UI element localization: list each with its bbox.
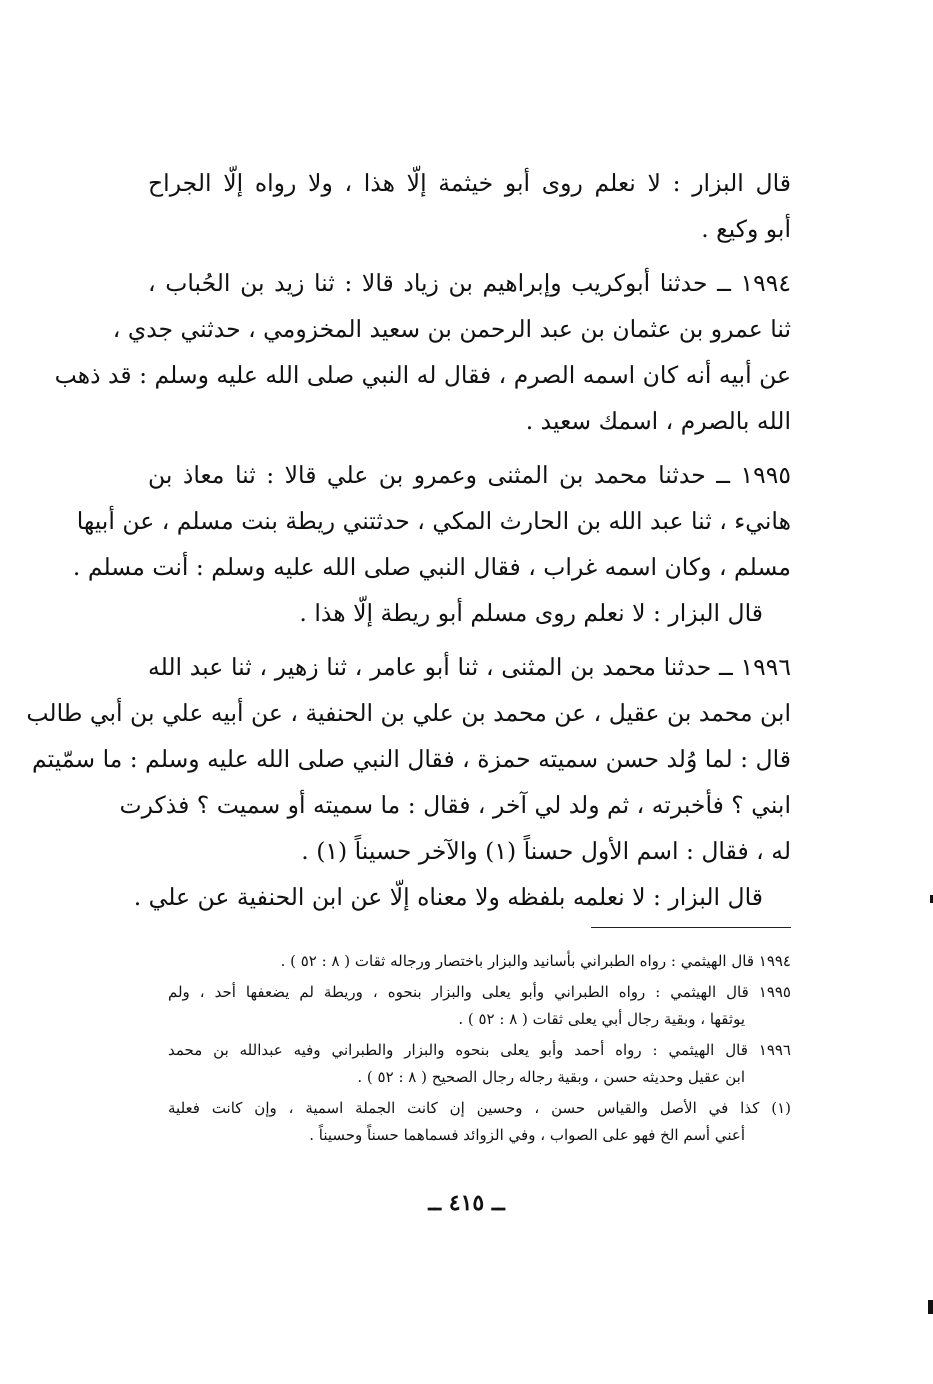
footnote-line: يوثقها ، وبقية رجال أبي يعلى ثقات ( ٨ : ٥٢ ) . [458, 1010, 745, 1028]
text-line: هانيء ، ثنا عبد الله بن الحارث المكي ، حدثتني ريطة بنت مسلم ، عن أبيها [76, 507, 791, 535]
footnote-separator [591, 927, 791, 928]
text-line: ابني ؟ فأخبرته ، ثم ولد لي آخر ، فقال : ما سميته أو سميت ؟ فذكرت [119, 791, 791, 819]
text-line: ١٩٩٤ ــ حدثنا أبوكريب وإبراهيم بن زياد قالا : ثنا زيد بن الحُباب ، [148, 269, 791, 297]
paragraph-gap [148, 252, 791, 260]
text-line: ابن محمد بن عقيل ، عن محمد بن علي بن الحنفية ، عن أبيه علي بن أبي طالب [26, 699, 791, 727]
text-line: قال البزار : لا نعلم روى أبو خيثمة إلّا هذا ، ولا رواه إلّا الجراح [148, 169, 791, 197]
paragraph-gap [148, 444, 791, 452]
footnote-line: ابن عقيل وحديثه حسن ، وبقية رجاله رجال الصحيح ( ٨ : ٥٢ ) . [357, 1068, 745, 1086]
paragraph-gap [148, 636, 791, 644]
text-line: قال : لما وُلد حسن سميته حمزة ، فقال النبي صلى الله عليه وسلم : ما سمّيتم [32, 745, 791, 773]
text-line: قال البزار : لا نعلمه بلفظه ولا معناه إلّا عن ابن الحنفية عن علي . [133, 883, 763, 911]
footnotes [168, 948, 791, 1149]
footnote-line: ١٩٩٤ قال الهيثمي : رواه الطبراني بأسانيد والبزار باختصار ورجاله ثقات ( ٨ : ٥٢ ) . [280, 952, 791, 970]
page-number: ــ ٤١٥ ــ [428, 1190, 505, 1216]
footnote-line: (١) كذا في الأصل والقياس حسن ، وحسين إن كانت الجملة اسمية ، وإن كانت فعلية [168, 1099, 791, 1117]
footnote-line: ١٩٩٦ قال الهيثمي : رواه أحمد وأبو يعلى بنحوه والبزار والطبراني وفيه عبدالله بن محمد [168, 1041, 791, 1059]
text-line: أبو وكيع . [701, 215, 791, 243]
text-line: الله بالصرم ، اسمك سعيد . [525, 407, 791, 435]
footnote-line: أعني أسم الخ فهو على الصواب ، وفي الزوائد فسماهما حسناً وحسيناً . [309, 1126, 745, 1144]
footnote-line: ١٩٩٥ قال الهيثمي : رواه الطبراني وأبو يعلى والبزار بنحوه ، وريطة لم يضعفها أحد ، ولم [168, 983, 791, 1001]
text-line: له ، فقال : اسم الأول حسناً (١) والآخر حسيناً (١) . [301, 837, 791, 865]
text-line: ١٩٩٦ ــ حدثنا محمد بن المثنى ، ثنا أبو عامر ، ثنا زهير ، ثنا عبد الله [148, 653, 791, 681]
text-line: ١٩٩٥ ــ حدثنا محمد بن المثنى وعمرو بن علي قالا : ثنا معاذ بن [148, 461, 791, 489]
scan-mark [928, 1300, 933, 1314]
text-line: ثنا عمرو بن عثمان بن عبد الرحمن بن سعيد المخزومي ، حدثني جدي ، [112, 315, 791, 343]
text-line: عن أبيه أنه كان اسمه الصرم ، فقال له النبي صلى الله عليه وسلم : قد ذهب [54, 361, 791, 389]
text-line: مسلم ، وكان اسمه غراب ، فقال النبي صلى الله عليه وسلم : أنت مسلم . [72, 553, 791, 581]
text-line: قال البزار : لا نعلم روى مسلم أبو ريطة إلّا هذا . [299, 599, 763, 627]
main-text [26, 160, 791, 920]
